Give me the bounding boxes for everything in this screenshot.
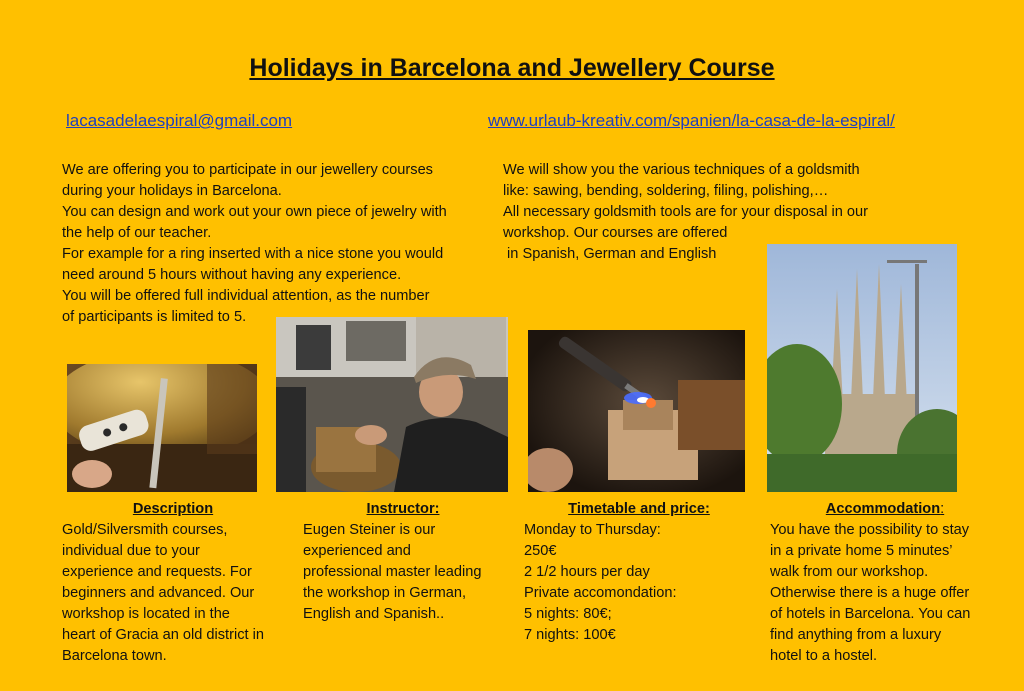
intro-left-line: of participants is limited to 5.: [62, 309, 247, 325]
intro-right-line: We will show you the various techniques of a goldsmith: [503, 162, 860, 178]
accommodation-section: [770, 499, 1000, 667]
instructor-heading: Instructor:: [366, 501, 440, 517]
accommodation-heading: Accommodation: [825, 501, 941, 517]
timetable-line: 250€: [524, 543, 557, 559]
intro-left-line: the help of our teacher.: [62, 225, 212, 241]
intro-left-paragraph: [62, 160, 447, 328]
accommodation-heading-wrap: [770, 499, 1000, 520]
intro-left-line: You can design and work out your own piece of jewelry with: [62, 204, 447, 220]
description-heading: Description: [132, 501, 214, 517]
description-line: Barcelona town.: [62, 648, 167, 664]
instructor-line: professional master leading: [303, 564, 482, 580]
instructor-line: Eugen Steiner is our: [303, 522, 436, 538]
page-title: Holidays in Barcelona and Jewellery Course: [249, 54, 775, 82]
soldering-photo: [528, 330, 745, 492]
intro-right-line: All necessary goldsmith tools are for your disposal in our: [503, 204, 869, 220]
instructor-photo: [276, 317, 508, 492]
intro-right-line: in Spanish, German and English: [503, 246, 717, 262]
sagrada-familia-photo: [767, 244, 957, 492]
intro-right-line: workshop. Our courses are offered: [503, 225, 728, 241]
description-line: Gold/Silversmith courses,: [62, 522, 228, 538]
accommodation-heading-colon: :: [940, 501, 945, 517]
ring-mandrel-photo: [67, 364, 257, 492]
description-line: beginners and advanced. Our: [62, 585, 255, 601]
accommodation-line: hotel to a hostel.: [770, 648, 878, 664]
instructor-section: [303, 499, 503, 625]
timetable-line: Private accomondation:: [524, 585, 677, 601]
intro-right-line: like: sawing, bending, soldering, filing, polishing,…: [503, 183, 829, 199]
intro-left-line: You will be offered full individual attention, as the number: [62, 288, 430, 304]
timetable-line: 7 nights: 100€: [524, 627, 616, 643]
accommodation-line: walk from our workshop.: [770, 564, 929, 580]
intro-left-line: during your holidays in Barcelona.: [62, 183, 282, 199]
instructor-line: English and Spanish..: [303, 606, 445, 622]
timetable-line: 5 nights: 80€;: [524, 606, 612, 622]
timetable-line: 2 1/2 hours per day: [524, 564, 650, 580]
accommodation-line: find anything from a luxury: [770, 627, 942, 643]
description-line: experience and requests. For: [62, 564, 252, 580]
description-line: workshop is located in the: [62, 606, 230, 622]
instructor-line: experienced and: [303, 543, 411, 559]
accommodation-line: in a private home 5 minutes’: [770, 543, 953, 559]
accommodation-line: of hotels in Barcelona. You can: [770, 606, 971, 622]
description-section: [62, 499, 284, 667]
intro-left-line: For example for a ring inserted with a nice stone you would: [62, 246, 444, 262]
timetable-line: Monday to Thursday:: [524, 522, 661, 538]
description-line: individual due to your: [62, 543, 200, 559]
accommodation-line: You have the possibility to stay: [770, 522, 970, 538]
timetable-section: [524, 499, 740, 646]
accommodation-line: Otherwise there is a huge offer: [770, 585, 970, 601]
website-link[interactable]: www.urlaub-kreativ.com/spanien/la-casa-de-la-espiral/: [488, 111, 895, 130]
email-link[interactable]: lacasadelaespiral@gmail.com: [66, 111, 293, 130]
instructor-line: the workshop in German,: [303, 585, 467, 601]
intro-left-line: We are offering you to participate in our jewellery courses: [62, 162, 433, 178]
timetable-heading: Timetable and price:: [568, 501, 710, 517]
description-line: heart of Gracia an old district in: [62, 627, 264, 643]
intro-left-line: need around 5 hours without having any experience.: [62, 267, 402, 283]
